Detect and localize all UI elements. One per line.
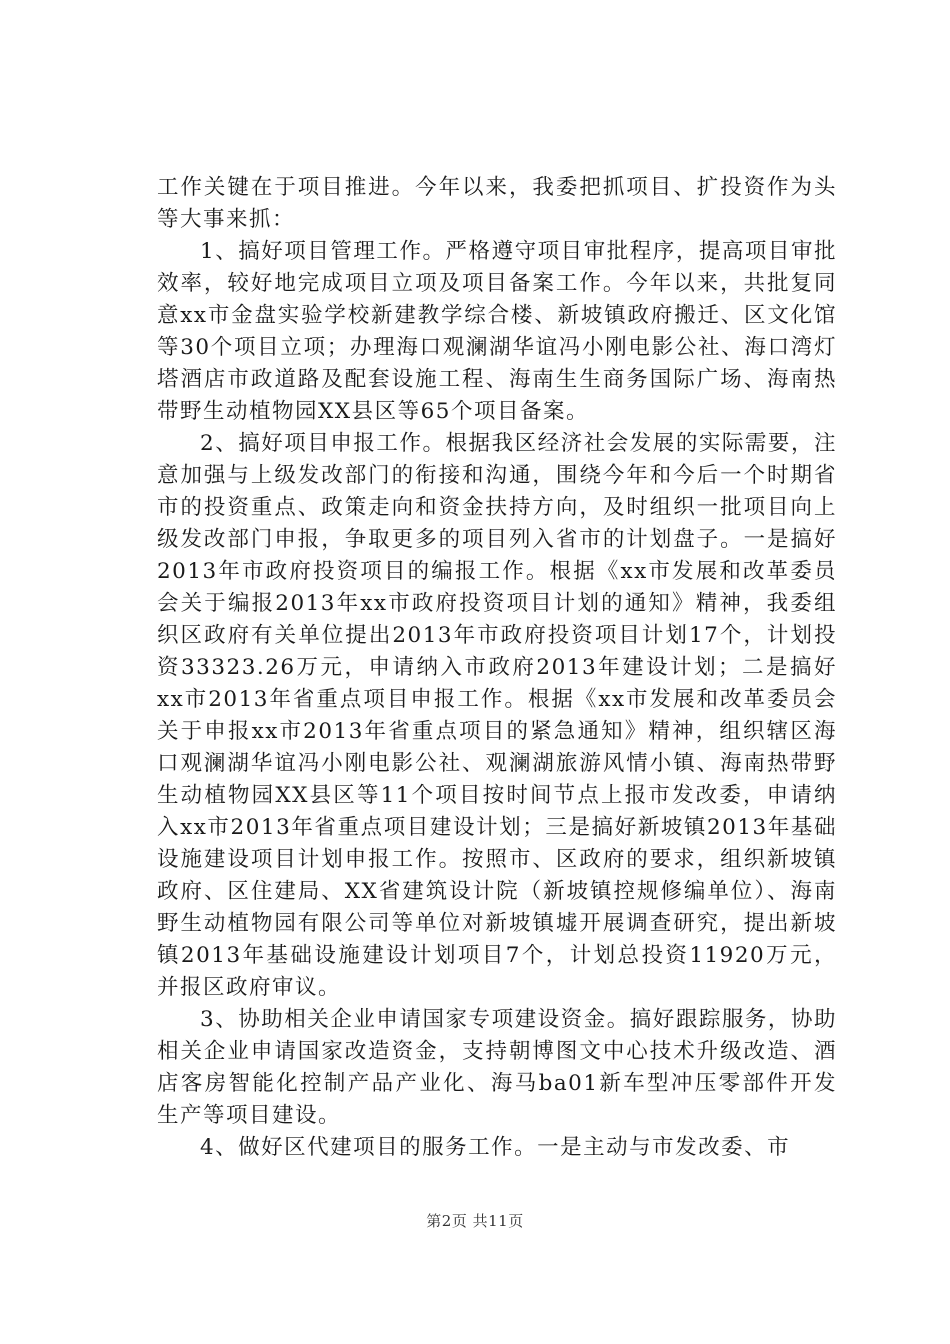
paragraph-item-2: 2、搞好项目申报工作。根据我区经济社会发展的实际需要，注意加强与上级发改部门的衔接和沟通，围绕今年和今后一个时期省市的投资重点、政策走向和资金扶持方向，及时组织一批项目向上级发改部门申报，争取更多的项目列入省市的计划盘子。一是搞好2013年市政府投资项目的编报工作。根据《xx市发展和改革委员会关于编报2013年xx市政府投资项目计划的通知》精神，我委组织区政府有关单位提出2013年市政府投资项目计划17个，计划投资33323.26万元，申请纳入市政府2013年建设计划；二是搞好xx市2013年省重点项目申报工作。根据《xx市发展和改革委员会关于申报xx市2013年省重点项目的紧急通知》精神，组织辖区海口观澜湖华谊冯小刚电影公社、观澜湖旅游风情小镇、海南热带野生动植物园XX县区等11个项目按时间节点上报市发改委，申请纳入xx市2013年省重点项目建设计划；三是搞好新坡镇2013年基础设施建设项目计划申报工作。按照市、区政府的要求，组织新坡镇政府、区住建局、XX省建筑设计院（新坡镇控规修编单位）、海南野生动植物园有限公司等单位对新坡镇墟开展调查研究，提出新坡镇2013年基础设施建设计划项目7个，计划总投资11920万元，并报区政府审议。: [157, 431, 837, 1000]
paragraph-item-3: 3、协助相关企业申请国家专项建设资金。搞好跟踪服务，协助相关企业申请国家改造资金，支持朝博图文中心技术升级改造、酒店客房智能化控制产品产业化、海马ba01新车型冲压零部件开发生产等项目建设。: [157, 1007, 837, 1128]
paragraph-item-1: 1、搞好项目管理工作。严格遵守项目审批程序，提高项目审批效率，较好地完成项目立项及项目备案工作。今年以来，共批复同意xx市金盘实验学校新建教学综合楼、新坡镇政府搬迁、区文化馆等30个项目立项；办理海口观澜湖华谊冯小刚电影公社、海口湾灯塔酒店市政道路及配套设施工程、海南生生商务国际广场、海南热带野生动植物园XX县区等65个项目备案。: [157, 239, 837, 424]
page-number-footer: 第2页 共11页: [426, 1212, 524, 1230]
paragraph-intro: 工作关键在于项目推进。今年以来，我委把抓项目、扩投资作为头等大事来抓：: [157, 175, 837, 232]
paragraph-item-4: 4、做好区代建项目的服务工作。一是主动与市发改委、市: [200, 1135, 791, 1160]
document-body: [157, 172, 837, 1164]
